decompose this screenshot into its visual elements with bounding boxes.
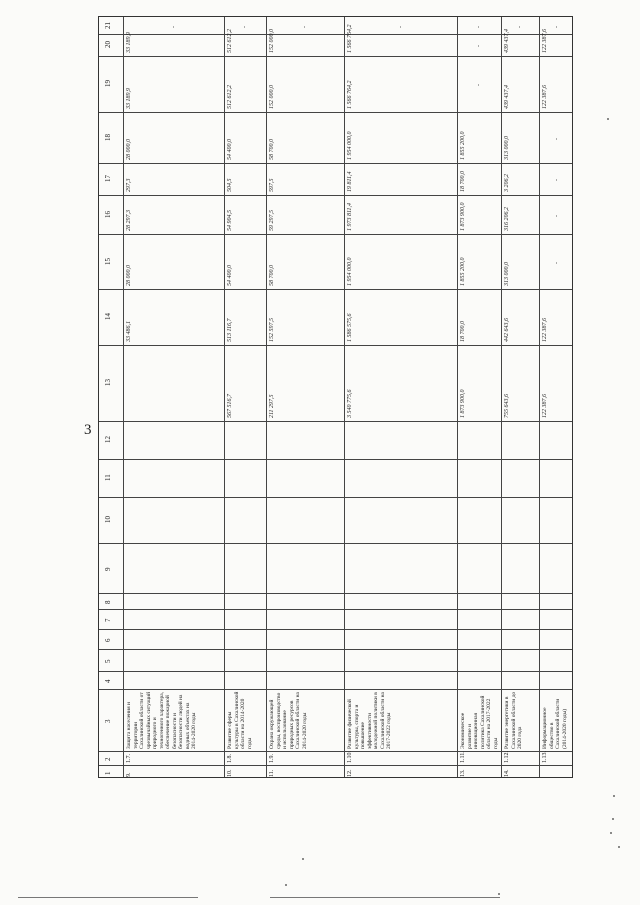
program-name: Развитие энергетики в Сахалинской области до 2020 года bbox=[504, 691, 523, 749]
column-header-11: 11 bbox=[104, 474, 112, 481]
value-cell-v21: - bbox=[517, 25, 523, 28]
program-code: 1.12. bbox=[504, 751, 510, 763]
row-number: 11. bbox=[269, 769, 275, 777]
column-header-7: 7 bbox=[104, 618, 112, 622]
program-name: Экономическое развитие и инновационная политика Сахалинской области на 2017-2022 годы bbox=[460, 695, 499, 749]
column-header-5: 5 bbox=[104, 659, 112, 663]
value-cell-v16: 1 873 900,0 bbox=[460, 202, 466, 231]
value-cell-v20: 152 000,0 bbox=[269, 29, 275, 53]
value-cell-v17: 18 700,0 bbox=[460, 171, 466, 192]
column-header-14: 14 bbox=[104, 313, 112, 320]
value-cell-v15: - bbox=[553, 261, 560, 264]
program-code: 1.7. bbox=[126, 754, 132, 763]
column-header-6: 6 bbox=[104, 638, 112, 642]
column-header-20: 20 bbox=[104, 41, 112, 48]
column-header-9: 9 bbox=[104, 567, 112, 571]
value-cell-v16: 28 297,3 bbox=[126, 210, 132, 231]
value-cell-v15: 58 700,0 bbox=[269, 265, 275, 286]
row-divider bbox=[501, 17, 502, 777]
scan-speck bbox=[613, 795, 615, 797]
value-cell-v14: 513 116,7 bbox=[227, 318, 233, 342]
value-cell-v21: - bbox=[302, 25, 308, 28]
value-cell-v16: 1 973 811,4 bbox=[347, 202, 353, 231]
value-cell-v19: 512 612,2 bbox=[227, 85, 233, 109]
column-header-3: 3 bbox=[104, 719, 112, 723]
scan-speck bbox=[610, 832, 612, 834]
row-divider bbox=[224, 17, 225, 777]
column-header-12: 12 bbox=[104, 436, 112, 443]
value-cell-v14: 1 586 575,6 bbox=[347, 313, 353, 342]
column-header-15: 15 bbox=[104, 257, 112, 265]
column-header-8: 8 bbox=[104, 600, 112, 604]
value-cell-v20: - bbox=[476, 45, 482, 47]
scan-speck bbox=[302, 858, 304, 860]
value-cell-v20: 122 387,6 bbox=[542, 29, 548, 53]
column-header-4: 4 bbox=[104, 679, 112, 683]
value-cell-v20: 439 437,4 bbox=[504, 29, 510, 53]
value-cell-v16: 54 904,5 bbox=[227, 210, 233, 231]
value-cell-v15: 1 954 000,0 bbox=[347, 257, 353, 286]
value-cell-v17: 3 206,2 bbox=[504, 174, 510, 192]
row-divider bbox=[457, 17, 458, 777]
value-cell-v16: 316 206,2 bbox=[504, 207, 510, 231]
value-cell-v14: 442 643,6 bbox=[504, 318, 510, 342]
value-cell-v15: 1 855 200,0 bbox=[460, 257, 466, 286]
column-header-17: 17 bbox=[104, 175, 112, 182]
value-cell-v19: 439 437,4 bbox=[504, 85, 510, 109]
row-divider bbox=[539, 17, 540, 777]
value-cell-v16: - bbox=[553, 214, 560, 217]
value-cell-v17: 504,5 bbox=[227, 178, 233, 192]
value-cell-v13: 1 873 900,0 bbox=[460, 389, 466, 418]
page-number: 3 bbox=[84, 422, 92, 438]
scan-speck bbox=[618, 846, 620, 848]
bottom-rule bbox=[18, 897, 198, 898]
value-cell-v15: 313 000,0 bbox=[504, 262, 510, 286]
value-cell-v18: 1 954 000,0 bbox=[347, 131, 353, 160]
program-name: Охрана окружающей среды, воспроизводство и использование природных ресурсов Сахалинской области на 2014-2020 годы bbox=[269, 692, 308, 749]
row-divider bbox=[344, 17, 345, 777]
value-cell-v14: 122 387,6 bbox=[542, 318, 548, 342]
value-cell-v18: 54 400,0 bbox=[227, 139, 233, 160]
value-cell-v13: 567 516,7 bbox=[227, 394, 233, 418]
scan-speck bbox=[607, 118, 609, 120]
value-cell-v19: 122 387,6 bbox=[542, 85, 548, 109]
program-name: Развитие сферы культуры в Сахалинской области на 2014-2020 годы bbox=[227, 691, 253, 749]
value-cell-v21: - bbox=[170, 25, 177, 28]
value-cell-v13: 122 387,6 bbox=[542, 394, 548, 418]
value-cell-v13: 755 643,6 bbox=[504, 394, 510, 418]
program-name: Информационное общество в Сахалинской области (2014-2020 годы) bbox=[542, 698, 568, 749]
bottom-rule bbox=[270, 897, 500, 898]
row-number: 9. bbox=[126, 772, 132, 777]
value-cell-v19: - bbox=[476, 84, 482, 86]
value-cell-v19: 152 000,0 bbox=[269, 85, 275, 109]
column-header-16: 16 bbox=[104, 210, 112, 218]
value-cell-v17: - bbox=[553, 179, 560, 181]
value-cell-v13: 211 297,5 bbox=[269, 394, 275, 418]
column-header-18: 18 bbox=[104, 133, 112, 141]
row-divider bbox=[123, 17, 124, 777]
value-cell-v20: 1 566 764,2 bbox=[347, 24, 353, 53]
column-header-2: 2 bbox=[104, 757, 112, 761]
value-cell-v15: 28 000,0 bbox=[126, 265, 132, 286]
value-cell-v20: 512 612,2 bbox=[227, 29, 233, 53]
value-cell-v14: 18 700,0 bbox=[460, 321, 466, 342]
value-cell-v21: - bbox=[476, 25, 482, 28]
column-header-21: 21 bbox=[104, 21, 112, 29]
value-cell-v17: 19 811,4 bbox=[347, 171, 353, 192]
value-cell-v14: 33 486,1 bbox=[126, 321, 132, 342]
program-code: 1.13. bbox=[542, 751, 548, 763]
value-cell-v18: 58 700,0 bbox=[269, 139, 275, 160]
value-cell-v18: 1 855 200,0 bbox=[460, 131, 466, 160]
value-cell-v18: 313 000,0 bbox=[504, 136, 510, 160]
column-header-13: 13 bbox=[104, 379, 112, 386]
value-cell-v17: 297,3 bbox=[126, 178, 132, 192]
row-number: 10. bbox=[227, 769, 233, 777]
value-cell-v19: 33 189,9 bbox=[126, 88, 132, 109]
budget-table bbox=[98, 16, 573, 778]
value-cell-v20: 33 189,9 bbox=[126, 32, 132, 53]
row-divider bbox=[266, 17, 267, 777]
column-header-19: 19 bbox=[104, 80, 112, 87]
program-name: Защита населения и территории Сахалинской области от чрезвычайных ситуаций природного и техногенного характера, обеспечение пожарной безопасности и безопасности людей на водных объектах на 2014-2020 годы bbox=[126, 691, 197, 749]
scan-speck bbox=[285, 884, 287, 886]
value-cell-v19: 1 566 764,2 bbox=[347, 80, 353, 109]
value-cell-v16: 59 297,5 bbox=[269, 210, 275, 231]
row-number: 13. bbox=[460, 769, 466, 777]
value-cell-v18: - bbox=[553, 137, 560, 140]
program-name: Развитие физической культуры, спорта и повышение эффективности молодежной политики в Сахалинской области на 2017-2022 годы bbox=[347, 692, 392, 749]
value-cell-v21: - bbox=[242, 25, 248, 28]
column-header-1: 1 bbox=[104, 771, 112, 775]
program-code: 1.8. bbox=[227, 754, 233, 763]
program-code: 1.9. bbox=[269, 754, 275, 763]
value-cell-v17: 597,5 bbox=[269, 178, 275, 192]
value-cell-v14: 152 597,5 bbox=[269, 318, 275, 342]
value-cell-v21: - bbox=[553, 25, 560, 28]
program-code: 1.10. bbox=[347, 751, 353, 763]
program-code: 1.11. bbox=[460, 751, 466, 763]
value-cell-v13: 3 540 775,6 bbox=[347, 389, 353, 418]
scan-speck bbox=[498, 893, 500, 895]
scan-speck bbox=[612, 818, 614, 820]
value-cell-v18: 28 000,0 bbox=[126, 139, 132, 160]
value-cell-v21: - bbox=[397, 25, 404, 28]
value-cell-v15: 54 400,0 bbox=[227, 265, 233, 286]
row-number: 14. bbox=[504, 769, 510, 777]
row-number: 12. bbox=[347, 769, 353, 777]
column-header-10: 10 bbox=[104, 516, 112, 523]
